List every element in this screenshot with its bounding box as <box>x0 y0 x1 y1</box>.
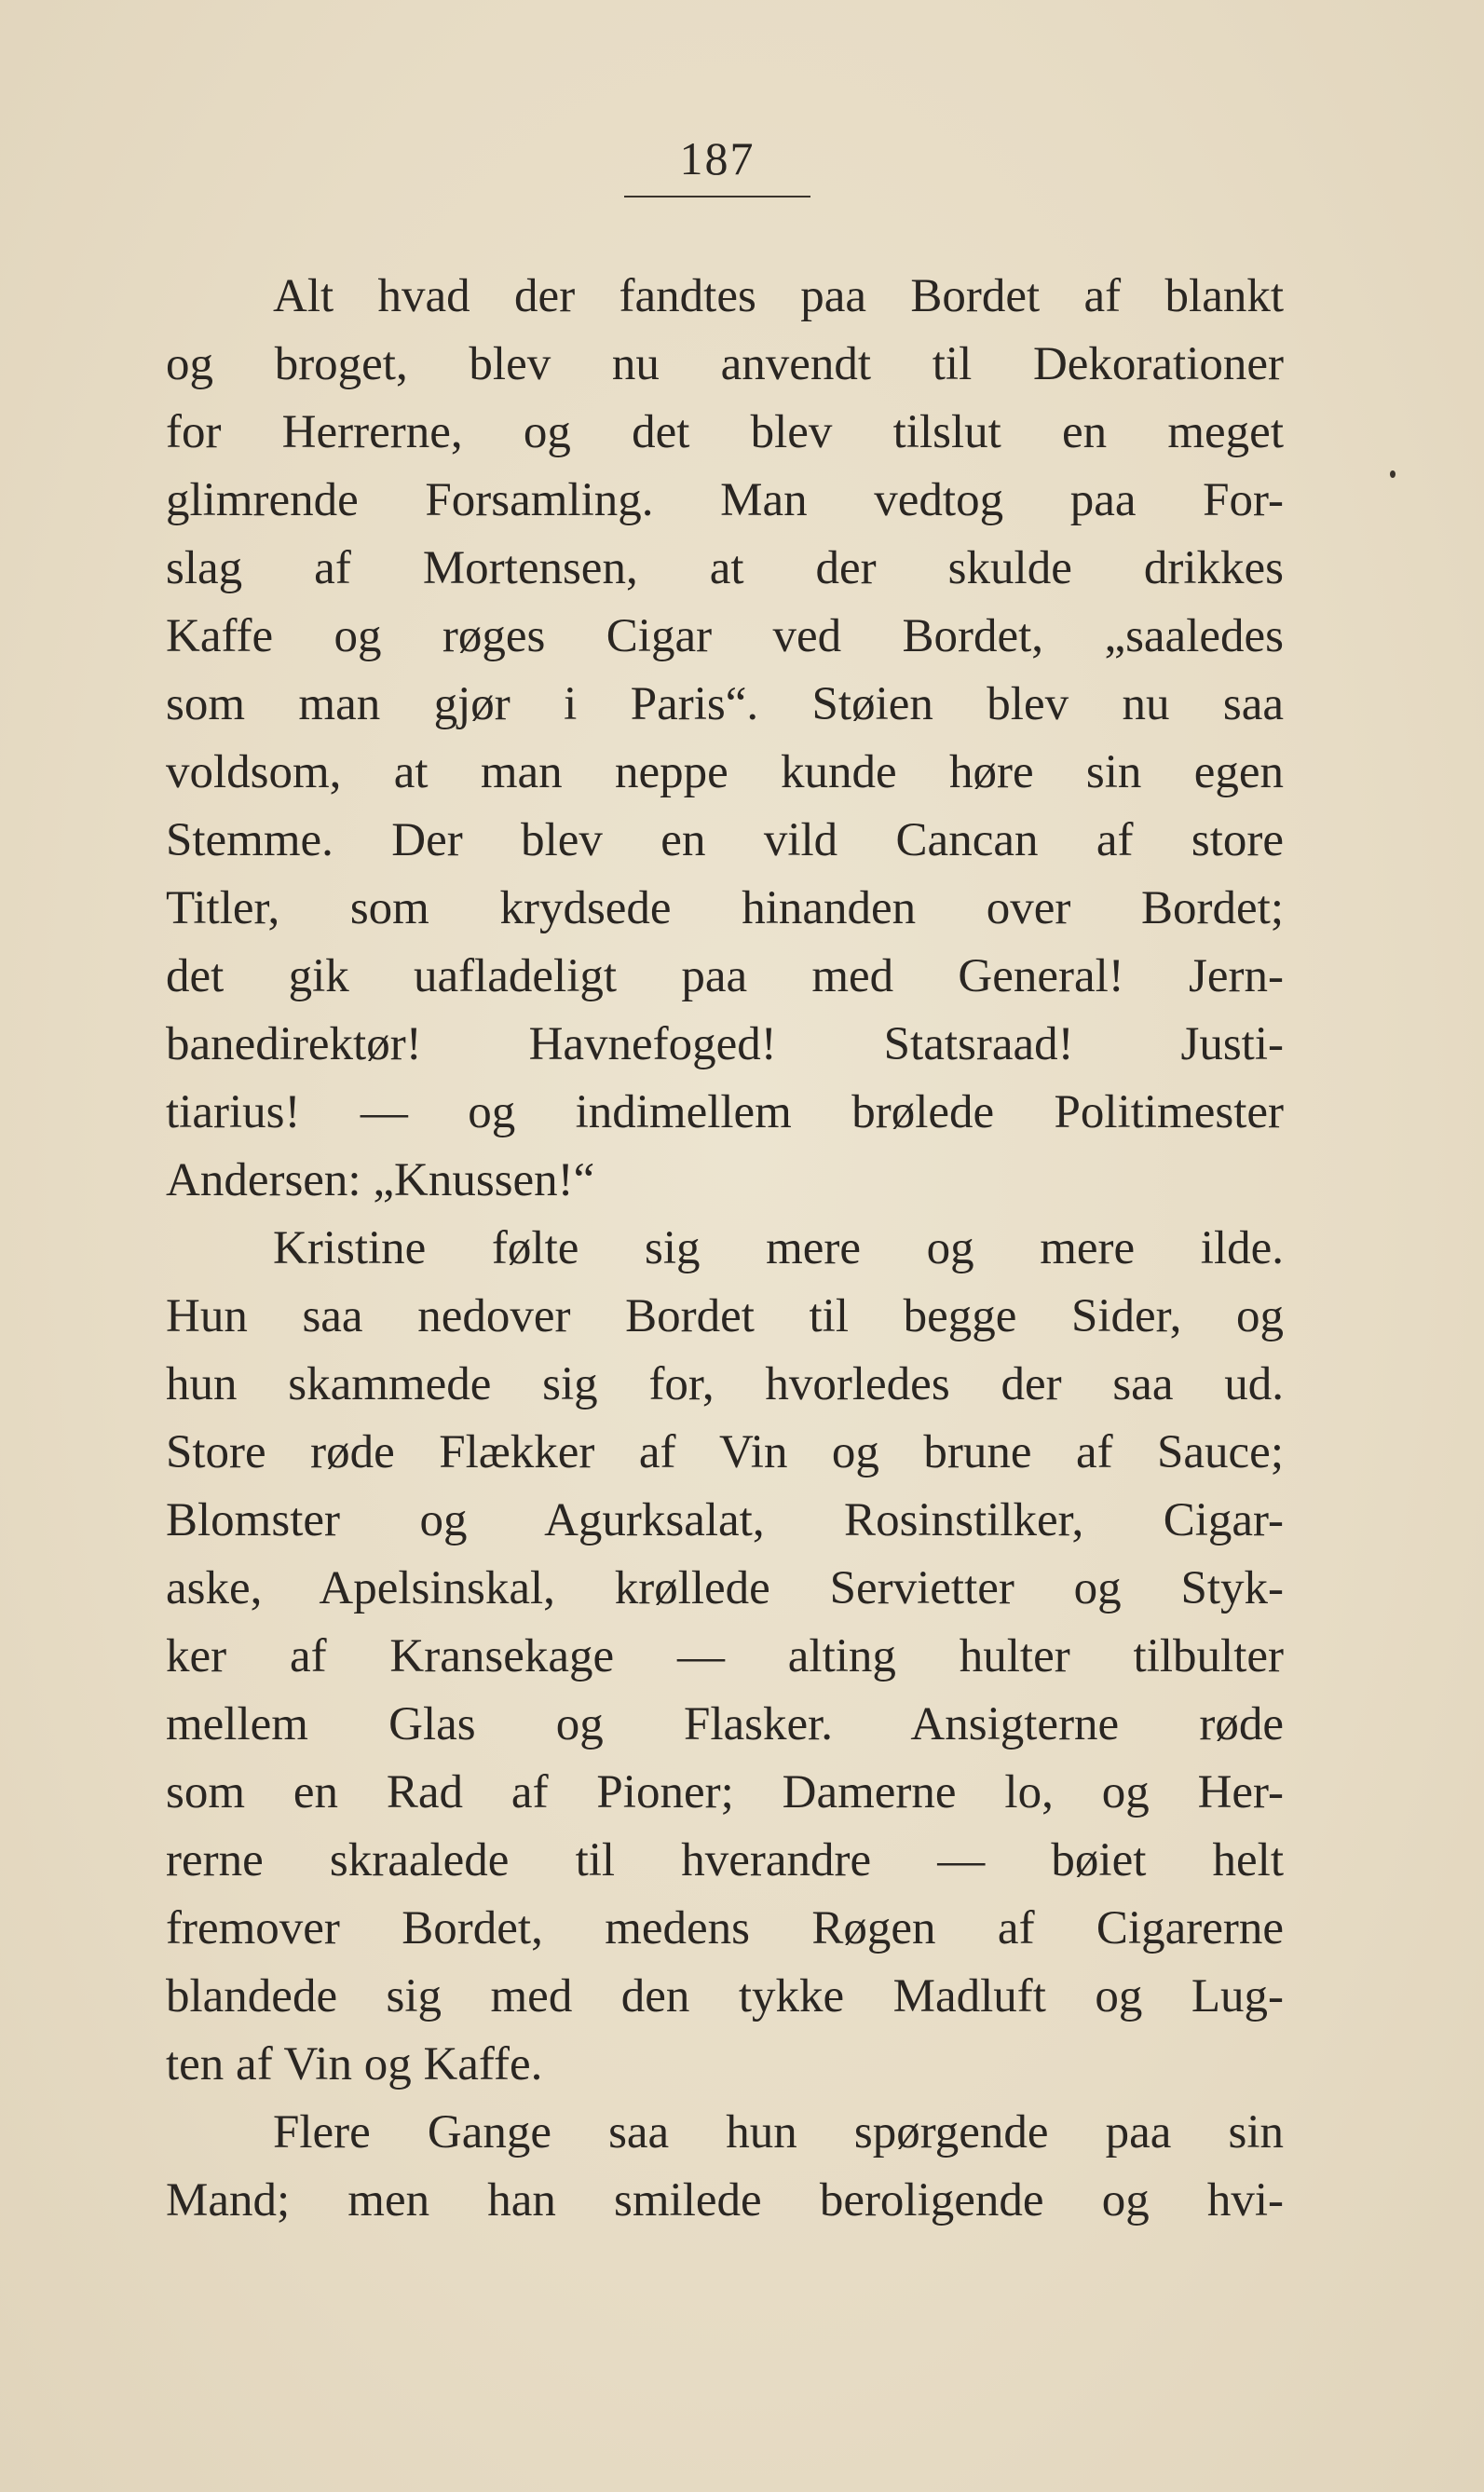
text-line: og broget, blev nu anvendt til Dekorationer <box>166 338 1284 390</box>
text-line: hun skammede sig for, hvorledes der saa ud. <box>166 1358 1284 1410</box>
paragraph <box>166 263 1284 1215</box>
text-line: Blomster og Agurksalat, Rosinstilker, Cigar- <box>166 1494 1284 1546</box>
text-line: som en Rad af Pioner; Damerne lo, og Her- <box>166 1766 1284 1818</box>
paper-speck <box>1390 470 1396 478</box>
text-line: Mand; men han smilede beroligende og hvi- <box>166 2174 1284 2226</box>
text-line: Stemme. Der blev en vild Cancan af store <box>166 814 1284 866</box>
page-number: 187 <box>679 132 756 184</box>
text-line: for Herrerne, og det blev tilslut en meget <box>166 406 1284 458</box>
text-line: Titler, som krydsede hinanden over Bordet; <box>166 882 1284 934</box>
text-line: Hun saa nedover Bordet til begge Sider, og <box>166 1290 1284 1342</box>
text-line: voldsom, at man neppe kunde høre sin egen <box>166 746 1284 798</box>
text-line: blandede sig med den tykke Madluft og Lug- <box>166 1970 1284 2022</box>
text-line: rerne skraalede til hverandre — bøiet helt <box>166 1834 1284 1886</box>
text-line: det gik uafladeligt paa med General! Jern- <box>166 950 1284 1002</box>
header-rule <box>624 196 810 197</box>
text-line: mellem Glas og Flasker. Ansigterne røde <box>166 1698 1284 1750</box>
text-line: ten af Vin og Kaffe. <box>166 2038 543 2090</box>
text-line: Flere Gange saa hun spørgende paa sin <box>273 2106 1284 2158</box>
text-line: tiarius! — og indimellem brølede Politimester <box>166 1086 1284 1138</box>
text-line: aske, Apelsinskal, krøllede Servietter og Styk- <box>166 1562 1284 1614</box>
text-line: som man gjør i Paris“. Støien blev nu saa <box>166 678 1284 730</box>
paragraph <box>166 1215 1284 2099</box>
text-line: fremover Bordet, medens Røgen af Cigarerne <box>166 1902 1284 1954</box>
text-line: Alt hvad der fandtes paa Bordet af blankt <box>273 270 1284 322</box>
paragraph <box>166 2099 1284 2235</box>
text-line: slag af Mortensen, at der skulde drikkes <box>166 542 1284 594</box>
text-line: ker af Kransekage — alting hulter tilbulter <box>166 1630 1284 1682</box>
body-text <box>166 263 1284 2235</box>
text-line: banedirektør! Havnefoged! Statsraad! Justi- <box>166 1018 1284 1070</box>
text-line: Store røde Flækker af Vin og brune af Sauce; <box>166 1426 1284 1478</box>
text-line: Kaffe og røges Cigar ved Bordet, „saaledes <box>166 610 1284 662</box>
text-line: Kristine følte sig mere og mere ilde. <box>273 1222 1284 1274</box>
text-line: Andersen: „Knussen!“ <box>166 1154 595 1206</box>
text-line: glimrende Forsamling. Man vedtog paa For- <box>166 474 1284 526</box>
